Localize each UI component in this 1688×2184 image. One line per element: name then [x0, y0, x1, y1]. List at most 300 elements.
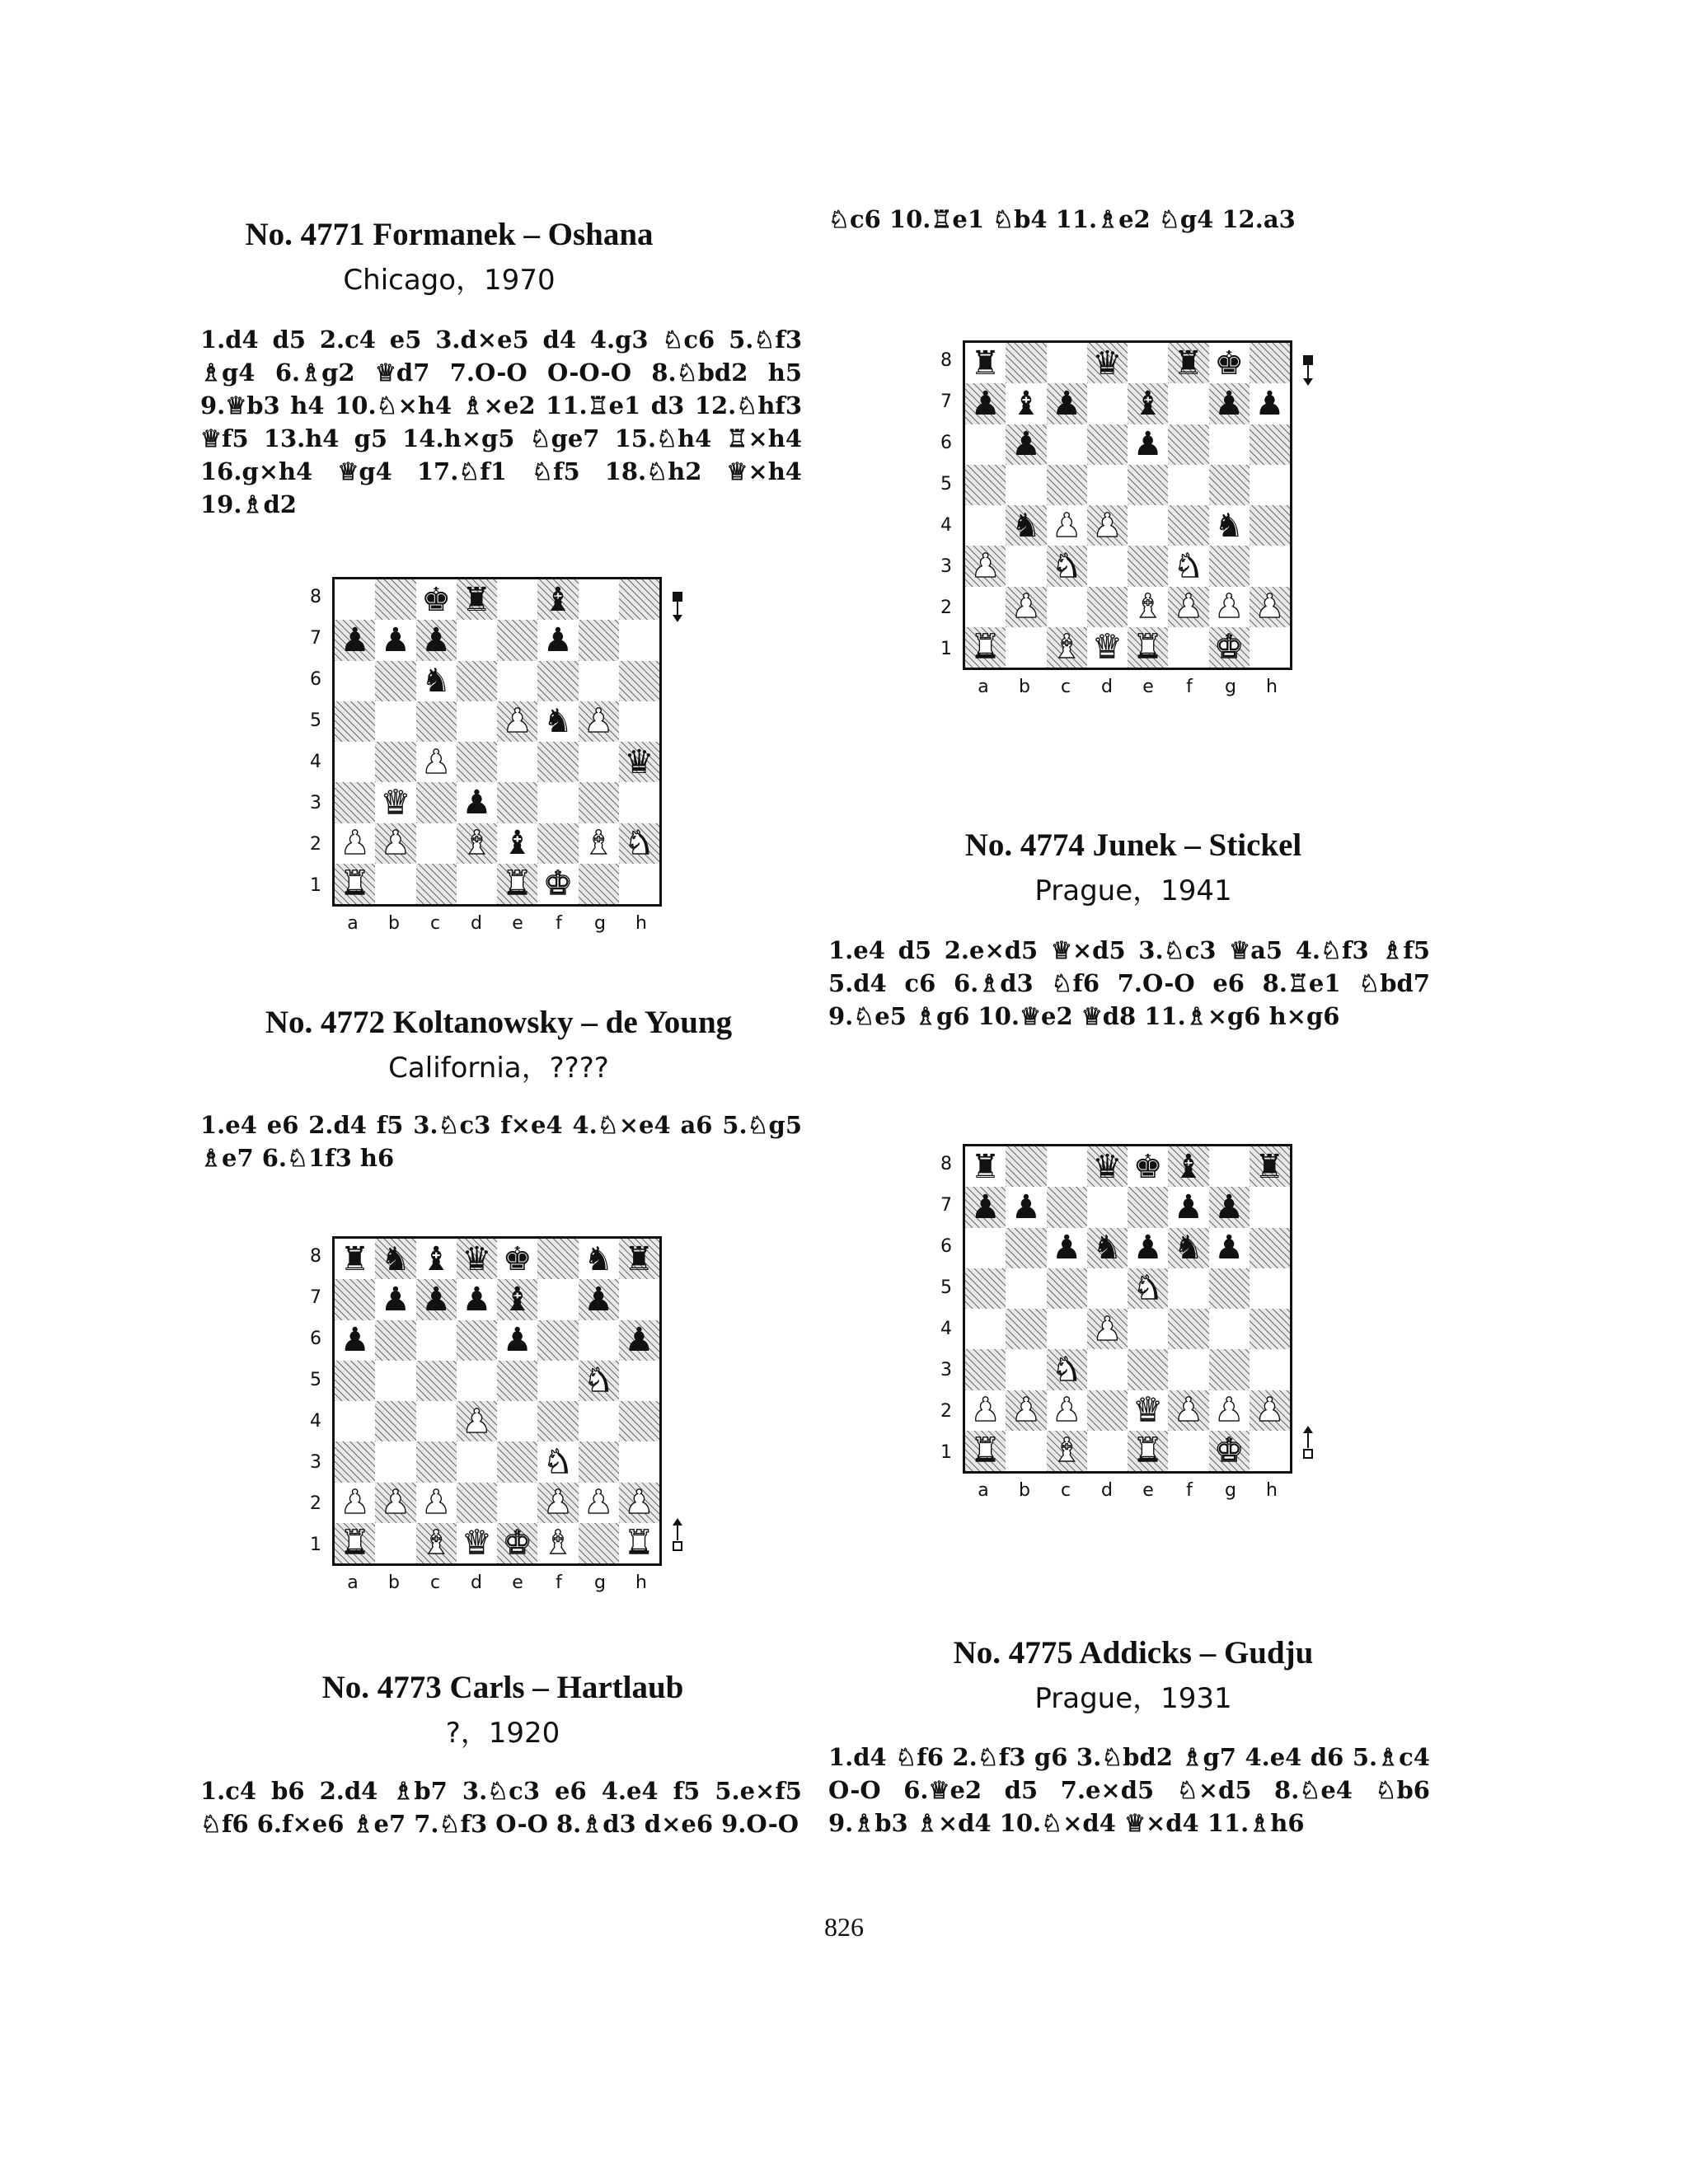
white-pawn-icon: ♟: [340, 824, 370, 863]
square-b1: [1006, 627, 1046, 668]
rank-label: 3: [940, 556, 952, 577]
square-a5: [335, 1361, 375, 1401]
square-b4: [375, 742, 415, 782]
rank-label: 3: [310, 793, 321, 813]
black-queen-icon: ♛: [624, 743, 654, 781]
black-pawn-icon: ♟: [1214, 1229, 1245, 1268]
white-bishop-icon: ♝: [542, 1524, 573, 1563]
white-knight-icon: ♞: [1052, 546, 1082, 585]
square-f2: [537, 1483, 578, 1523]
white-pawn-icon: ♟: [1214, 1391, 1245, 1430]
game-moves: 1.d4 d5 2.c4 e5 3.d×e5 d4 4.g3 ♘c6 5.♘f3 ♗g4 6.♗g2 ♕d7 7.O-O O-O-O 8.♘bd2 h5 9.♕b3 h4 10.♘×h4 ♗×e2 11.♖e1 d3 12.♘hf3 ♕f5 13.h4 g5 14.h×g5 ♘ge7 15.♘h4 ♖×h4 16.g×h4 ♕g4 17.♘f1 ♘f5 18.♘h2 ♕×h4 19.♗d2: [200, 326, 802, 518]
black-pawn-icon: ♟: [542, 621, 573, 659]
square-g6: [579, 661, 619, 701]
white-queen-icon: ♛: [380, 783, 410, 822]
game-title: No. 4771 Formanek – Oshana: [245, 217, 654, 252]
square-h3: [619, 1441, 659, 1482]
square-b4: [375, 1401, 415, 1441]
white-king-icon: ♚: [1214, 1432, 1245, 1470]
square-h5: [1250, 1268, 1290, 1309]
black-rook-icon: ♜: [1254, 1147, 1285, 1186]
square-b8: [1006, 1146, 1046, 1187]
white-bishop-icon: ♝: [1132, 588, 1163, 626]
square-a6: [965, 1228, 1006, 1268]
rank-label: 8: [940, 350, 952, 371]
square-a4: [335, 1401, 375, 1441]
square-d6: [1087, 1228, 1128, 1268]
black-king-icon: ♚: [421, 580, 452, 619]
square-a4: [965, 505, 1006, 546]
square-a7: [335, 1279, 375, 1319]
square-b6: [1006, 1228, 1046, 1268]
square-a6: [335, 1320, 375, 1361]
square-d8: [1087, 1146, 1128, 1187]
black-pawn-icon: ♟: [1052, 384, 1082, 423]
square-c8: [416, 579, 457, 620]
rank-label: 5: [310, 1370, 321, 1390]
white-pawn-icon: ♟: [970, 546, 1001, 585]
rank-label: 8: [940, 1154, 952, 1174]
rank-label: 6: [940, 433, 952, 453]
rank-label: 1: [310, 1535, 321, 1555]
square-a2: [965, 587, 1006, 627]
square-b3: [375, 782, 415, 823]
square-b4: [1006, 1309, 1046, 1349]
square-e1: [1128, 1431, 1168, 1471]
file-label: e: [512, 913, 523, 934]
square-c3: [416, 782, 457, 823]
white-pawn-icon: ♟: [542, 1483, 573, 1522]
square-e6: [1128, 424, 1168, 465]
white-queen-icon: ♛: [1092, 628, 1123, 667]
square-e5: [497, 1361, 537, 1401]
file-label: h: [635, 1572, 647, 1593]
square-g2: [1209, 1390, 1250, 1431]
square-g5: [579, 1361, 619, 1401]
square-e6: [1128, 1228, 1168, 1268]
file-label: a: [347, 913, 359, 934]
square-h4: [619, 1401, 659, 1441]
black-pawn-icon: ♟: [1052, 1229, 1082, 1268]
black-pawn-icon: ♟: [462, 1280, 492, 1319]
game-moves: 1.e4 e6 2.d4 f5 3.♘c3 f×e4 4.♘×e4 a6 5.♘g5 ♗e7 6.♘1f3 h6: [200, 1111, 802, 1172]
square-c4: [1047, 505, 1087, 546]
square-a2: [335, 1483, 375, 1523]
square-d7: [1087, 1187, 1128, 1227]
square-h6: [619, 1320, 659, 1361]
square-c3: [416, 1441, 457, 1482]
page-number: 826: [824, 1912, 864, 1942]
file-label: f: [556, 913, 562, 934]
black-pawn-icon: ♟: [1010, 425, 1041, 464]
black-rook-icon: ♜: [970, 1147, 1001, 1186]
square-g2: [579, 823, 619, 864]
square-h5: [619, 1361, 659, 1401]
file-label: g: [1225, 677, 1236, 697]
square-a2: [965, 1390, 1006, 1431]
square-f4: [537, 1401, 578, 1441]
square-f6: [1168, 424, 1208, 465]
square-a2: [335, 823, 375, 864]
square-f6: [537, 661, 578, 701]
white-pawn-icon: ♟: [1254, 1391, 1285, 1430]
square-a3: [335, 782, 375, 823]
file-label: a: [978, 677, 989, 697]
white-pawn-icon: ♟: [1092, 1310, 1123, 1348]
square-f7: [1168, 1187, 1208, 1227]
square-e3: [1128, 1349, 1168, 1390]
game-title: No. 4773 Carls – Hartlaub: [321, 1670, 684, 1705]
square-e2: [1128, 587, 1168, 627]
square-b5: [1006, 1268, 1046, 1309]
white-queen-icon: ♛: [1132, 1391, 1163, 1430]
square-e5: [1128, 1268, 1168, 1309]
square-e7: [1128, 383, 1168, 424]
game-subtitle: Chicago，1970: [343, 264, 556, 297]
square-c4: [1047, 1309, 1087, 1349]
square-e4: [1128, 1309, 1168, 1349]
rank-label: 4: [310, 1411, 321, 1432]
square-b3: [1006, 546, 1046, 586]
white-pawn-icon: ♟: [1214, 588, 1245, 626]
file-label: d: [471, 913, 482, 934]
black-pawn-icon: ♟: [1132, 425, 1163, 464]
black-pawn-icon: ♟: [380, 621, 410, 659]
square-f7: [537, 1279, 578, 1319]
rank-label: 4: [310, 752, 321, 772]
square-c7: [1047, 1187, 1087, 1227]
square-g5: [1209, 465, 1250, 505]
square-b8: [375, 579, 415, 620]
square-d7: [457, 1279, 497, 1319]
square-d4: [1087, 1309, 1128, 1349]
square-g1: [579, 864, 619, 904]
square-d4: [457, 742, 497, 782]
square-d5: [1087, 1268, 1128, 1309]
square-g1: [1209, 1431, 1250, 1471]
square-d1: [457, 864, 497, 904]
white-pawn-icon: ♟: [624, 1483, 654, 1522]
white-pawn-icon: ♟: [1010, 588, 1041, 626]
square-d2: [457, 823, 497, 864]
black-queen-icon: ♛: [462, 1240, 492, 1278]
black-pawn-icon: ♟: [1173, 1188, 1203, 1226]
file-label: c: [1060, 677, 1071, 697]
square-h1: [619, 864, 659, 904]
black-rook-icon: ♜: [340, 1240, 370, 1278]
rank-label: 8: [310, 587, 321, 607]
file-label: e: [1142, 677, 1154, 697]
square-c5: [1047, 465, 1087, 505]
square-h8: [1250, 343, 1290, 383]
white-rook-icon: ♜: [1132, 1432, 1163, 1470]
file-label: b: [388, 913, 400, 934]
square-e1: [497, 1523, 537, 1563]
black-pawn-icon: ♟: [970, 384, 1001, 423]
game-title: No. 4772 Koltanowsky – de Young: [265, 1005, 733, 1040]
game-subtitle: Prague，1931: [1034, 1682, 1232, 1715]
square-h7: [619, 620, 659, 660]
square-d7: [457, 620, 497, 660]
file-label: h: [1266, 677, 1278, 697]
black-bishop-icon: ♝: [1010, 384, 1041, 423]
square-g3: [1209, 546, 1250, 586]
white-rook-icon: ♜: [340, 1524, 370, 1563]
file-label: h: [1266, 1480, 1278, 1501]
rank-label: 6: [940, 1236, 952, 1257]
square-e2: [497, 823, 537, 864]
square-a4: [335, 742, 375, 782]
square-h4: [1250, 505, 1290, 546]
white-rook-icon: ♜: [1132, 628, 1163, 667]
black-king-icon: ♚: [502, 1240, 532, 1278]
square-b2: [1006, 587, 1046, 627]
black-pawn-icon: ♟: [462, 783, 492, 822]
square-f6: [1168, 1228, 1208, 1268]
white-pawn-icon: ♟: [380, 1483, 410, 1522]
square-f1: [537, 1523, 578, 1563]
white-knight-icon: ♞: [624, 824, 654, 863]
white-pawn-icon: ♟: [421, 1483, 452, 1522]
black-bishop-icon: ♝: [502, 824, 532, 863]
square-h4: [1250, 1309, 1290, 1349]
black-pawn-icon: ♟: [1214, 384, 1245, 423]
game-subtitle: Prague，1941: [1034, 874, 1232, 907]
square-e7: [497, 1279, 537, 1319]
white-bishop-icon: ♝: [462, 824, 492, 863]
square-f2: [1168, 1390, 1208, 1431]
square-f3: [537, 1441, 578, 1482]
black-bishop-icon: ♝: [1132, 384, 1163, 423]
square-h1: [619, 1523, 659, 1563]
file-label: d: [471, 1572, 482, 1593]
square-c7: [416, 1279, 457, 1319]
white-rook-icon: ♜: [624, 1524, 654, 1563]
square-e8: [497, 579, 537, 620]
square-d3: [1087, 1349, 1128, 1390]
square-f1: [1168, 1431, 1208, 1471]
square-e6: [497, 1320, 537, 1361]
white-pawn-icon: ♟: [1254, 588, 1285, 626]
white-bishop-icon: ♝: [1052, 628, 1082, 667]
square-f7: [537, 620, 578, 660]
game-moves-continued: ♘c6 10.♖e1 ♘b4 11.♗e2 ♘g4 12.a3: [828, 205, 1296, 233]
square-b7: [375, 620, 415, 660]
square-a5: [965, 465, 1006, 505]
square-h3: [1250, 546, 1290, 586]
square-h8: [619, 579, 659, 620]
game-title: No. 4774 Junek – Stickel: [964, 827, 1302, 863]
white-pawn-icon: ♟: [1173, 588, 1203, 626]
file-label: c: [429, 1572, 441, 1593]
square-a7: [335, 620, 375, 660]
rank-label: 7: [940, 1195, 952, 1216]
square-e8: [1128, 343, 1168, 383]
black-pawn-icon: ♟: [584, 1280, 614, 1319]
square-f1: [1168, 627, 1208, 668]
square-c4: [416, 1401, 457, 1441]
square-g3: [1209, 1349, 1250, 1390]
square-h6: [1250, 424, 1290, 465]
square-d6: [457, 1320, 497, 1361]
square-d4: [1087, 505, 1128, 546]
square-d2: [1087, 1390, 1128, 1431]
square-c6: [1047, 424, 1087, 465]
white-knight-icon: ♞: [1173, 546, 1203, 585]
square-g6: [579, 1320, 619, 1361]
white-knight-icon: ♞: [1132, 1269, 1163, 1308]
square-c6: [1047, 1228, 1087, 1268]
chess-board: [963, 340, 1292, 670]
square-d8: [457, 1239, 497, 1279]
rank-label: 6: [310, 1329, 321, 1349]
rank-label: 6: [310, 669, 321, 690]
white-pawn-icon: ♟: [1052, 506, 1082, 545]
black-pawn-icon: ♟: [421, 1280, 452, 1319]
white-bishop-icon: ♝: [421, 1524, 452, 1563]
white-pawn-icon: ♟: [380, 824, 410, 863]
square-d4: [457, 1401, 497, 1441]
square-h2: [1250, 587, 1290, 627]
square-d3: [1087, 546, 1128, 586]
file-label: f: [556, 1572, 562, 1593]
white-pawn-icon: ♟: [1010, 1391, 1041, 1430]
black-pawn-icon: ♟: [340, 1321, 370, 1360]
black-rook-icon: ♜: [970, 344, 1001, 382]
black-knight-icon: ♞: [380, 1240, 410, 1278]
game-title: No. 4775 Addicks – Gudju: [953, 1635, 1314, 1671]
square-b3: [375, 1441, 415, 1482]
black-pawn-icon: ♟: [1214, 1188, 1245, 1226]
black-pawn-icon: ♟: [624, 1321, 654, 1360]
black-to-move-icon: [1301, 355, 1315, 388]
square-a8: [965, 343, 1006, 383]
square-e3: [497, 1441, 537, 1482]
square-e3: [1128, 546, 1168, 586]
square-c5: [1047, 1268, 1087, 1309]
square-g8: [1209, 343, 1250, 383]
rank-label: 5: [940, 1277, 952, 1298]
file-label: b: [1019, 1480, 1030, 1501]
chess-diagram: [299, 577, 687, 964]
square-e8: [497, 1239, 537, 1279]
square-d5: [457, 1361, 497, 1401]
black-pawn-icon: ♟: [502, 1321, 532, 1360]
square-a3: [335, 1441, 375, 1482]
square-c3: [1047, 546, 1087, 586]
black-knight-icon: ♞: [1173, 1229, 1203, 1268]
file-label: a: [347, 1572, 359, 1593]
chess-diagram: [299, 1236, 687, 1624]
square-g8: [1209, 1146, 1250, 1187]
square-h7: [1250, 383, 1290, 424]
square-h5: [619, 701, 659, 742]
file-label: f: [1186, 677, 1193, 697]
square-b1: [1006, 1431, 1046, 1471]
square-a6: [965, 424, 1006, 465]
game-moves: 1.e4 d5 2.e×d5 ♕×d5 3.♘c3 ♕a5 4.♘f3 ♗f5 5.d4 c6 6.♗d3 ♘f6 7.O-O e6 8.♖e1 ♘bd7 9.♘e5 ♗g6 10.♕e2 ♕d8 11.♗×g6 h×g6: [828, 936, 1430, 1030]
file-label: g: [1225, 1480, 1236, 1501]
square-d1: [1087, 1431, 1128, 1471]
square-g1: [1209, 627, 1250, 668]
square-e4: [497, 1401, 537, 1441]
square-a1: [965, 1431, 1006, 1471]
square-d8: [457, 579, 497, 620]
square-b7: [375, 1279, 415, 1319]
square-f5: [1168, 1268, 1208, 1309]
square-f3: [1168, 546, 1208, 586]
rank-label: 7: [310, 1287, 321, 1308]
square-f2: [537, 823, 578, 864]
white-knight-icon: ♞: [584, 1361, 614, 1400]
square-h6: [1250, 1228, 1290, 1268]
square-c5: [416, 701, 457, 742]
square-f4: [1168, 1309, 1208, 1349]
black-knight-icon: ♞: [1092, 1229, 1123, 1268]
square-h3: [619, 782, 659, 823]
square-f1: [537, 864, 578, 904]
white-rook-icon: ♜: [970, 1432, 1001, 1470]
black-rook-icon: ♜: [624, 1240, 654, 1278]
square-h2: [1250, 1390, 1290, 1431]
square-a1: [965, 627, 1006, 668]
rank-label: 1: [940, 639, 952, 659]
black-knight-icon: ♞: [584, 1240, 614, 1278]
square-b5: [375, 1361, 415, 1401]
file-label: e: [512, 1572, 523, 1593]
square-d1: [1087, 627, 1128, 668]
square-a8: [965, 1146, 1006, 1187]
square-c1: [1047, 1431, 1087, 1471]
square-b2: [1006, 1390, 1046, 1431]
square-a1: [335, 864, 375, 904]
white-bishop-icon: ♝: [584, 824, 614, 863]
square-b5: [375, 701, 415, 742]
square-d6: [457, 661, 497, 701]
black-pawn-icon: ♟: [1254, 384, 1285, 423]
square-d6: [1087, 424, 1128, 465]
game-subtitle: California，????: [388, 1052, 609, 1085]
square-h7: [619, 1279, 659, 1319]
square-g6: [1209, 424, 1250, 465]
square-g1: [579, 1523, 619, 1563]
square-c8: [1047, 1146, 1087, 1187]
white-rook-icon: ♜: [502, 865, 532, 903]
game-moves: 1.c4 b6 2.d4 ♗b7 3.♘c3 e6 4.e4 f5 5.e×f5 ♘f6 6.f×e6 ♗e7 7.♘f3 O-O 8.♗d3 d×e6 9.O-O: [200, 1777, 802, 1838]
square-h1: [1250, 1431, 1290, 1471]
square-f5: [537, 701, 578, 742]
file-label: e: [1142, 1480, 1154, 1501]
square-c4: [416, 742, 457, 782]
file-label: d: [1101, 677, 1113, 697]
square-c3: [1047, 1349, 1087, 1390]
square-c1: [416, 864, 457, 904]
square-e7: [497, 620, 537, 660]
square-a5: [335, 701, 375, 742]
white-pawn-icon: ♟: [340, 1483, 370, 1522]
square-a8: [335, 579, 375, 620]
square-g4: [1209, 1309, 1250, 1349]
square-b6: [375, 1320, 415, 1361]
square-h5: [1250, 465, 1290, 505]
square-h4: [619, 742, 659, 782]
file-label: f: [1186, 1480, 1193, 1501]
square-g5: [1209, 1268, 1250, 1309]
black-pawn-icon: ♟: [421, 621, 452, 659]
rank-label: 3: [310, 1452, 321, 1473]
square-e1: [1128, 627, 1168, 668]
square-f2: [1168, 587, 1208, 627]
